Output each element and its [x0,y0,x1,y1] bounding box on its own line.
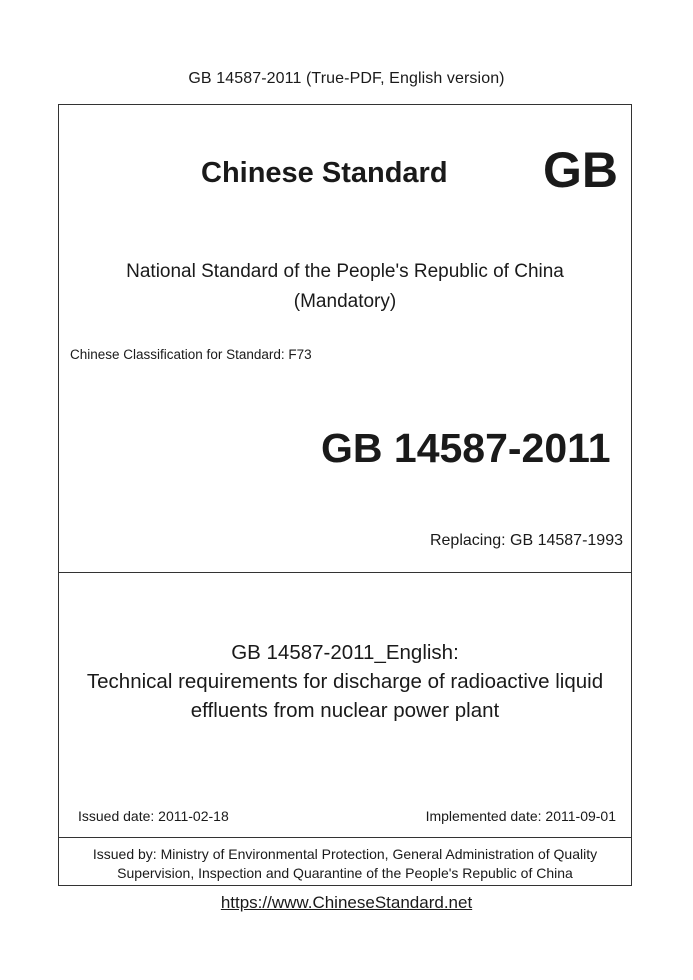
issuer-section [59,837,631,885]
national-line-2: (Mandatory) [293,291,397,312]
document-title-line-1: GB 14587-2011_English: [231,641,459,664]
document-title-section [59,572,631,838]
national-standard-label [59,257,631,317]
replacing-label: Replacing: GB 14587-1993 [429,532,623,549]
issuer-line-1: Issued by: Ministry of Environmental Protection, General Administration of Quality [92,846,598,862]
implemented-date: Implemented date: 2011-09-01 [425,808,616,824]
page-header: GB 14587-2011 (True-PDF, English version) [188,70,505,87]
issuer-text [59,845,631,883]
standard-title: Chinese Standard [201,157,448,189]
issuer-line-2: Supervision, Inspection and Quarantine of the People's Republic of China [117,865,573,881]
classification-label: Chinese Classification for Standard: F73 [70,347,312,362]
standard-number: GB 14587-2011 [321,425,611,471]
document-title [59,638,631,725]
issued-date: Issued date: 2011-02-18 [78,808,229,824]
national-line-1: National Standard of the People's Republic of China [126,261,564,282]
gb-mark: GB [543,142,618,198]
cover-top-section [59,105,631,573]
document-title-line-3: effluents from nuclear power plant [190,699,500,722]
cover-frame [58,104,632,886]
website-link[interactable]: https://www.ChineseStandard.net [220,893,473,912]
document-title-line-2: Technical requirements for discharge of radioactive liquid [86,670,604,693]
